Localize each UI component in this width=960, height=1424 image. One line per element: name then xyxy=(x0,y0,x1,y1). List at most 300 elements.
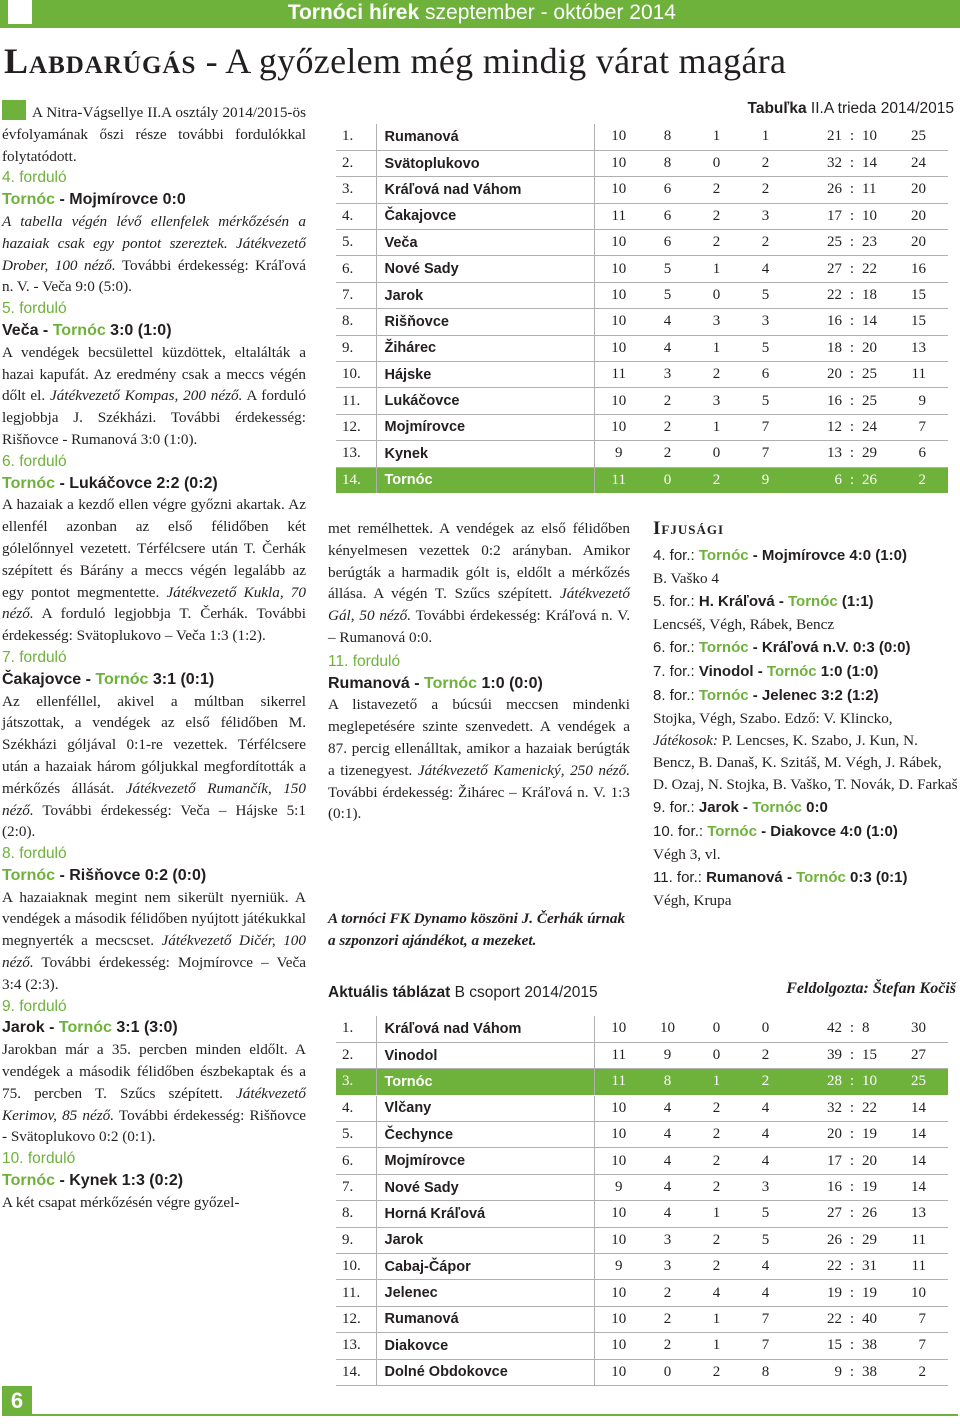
report-text: A forduló legjobbja T. Čerhák. További érdekesség: Svätoplukovo – Veča 1:3 (1:2). xyxy=(2,605,306,645)
goals-against: 31 xyxy=(860,1254,896,1280)
goals-for: 20 xyxy=(790,362,844,388)
points: 25 xyxy=(896,1069,948,1095)
result-text: - Rišňovce 0:2 (0:0) xyxy=(55,866,207,884)
points: 14 xyxy=(896,1095,948,1121)
report-italic: Játékvezető Kerimov, 85 néző. xyxy=(2,1084,306,1124)
wins: 5 xyxy=(643,282,692,308)
points: 20 xyxy=(896,177,948,203)
goals-separator: : xyxy=(844,1201,860,1227)
report-text: További érdekesség: Rišňovce - Svätoplukovo 0:2 (0:1). xyxy=(2,1106,306,1146)
position: 9. xyxy=(336,1227,376,1253)
draws: 4 xyxy=(692,1280,741,1306)
wins: 9 xyxy=(643,1042,692,1068)
losses: 5 xyxy=(741,1227,790,1253)
round-prefix: 6. for.: xyxy=(653,639,699,656)
points: 27 xyxy=(896,1042,948,1068)
goals-against: 26 xyxy=(860,467,896,493)
team-name: Vlčany xyxy=(376,1095,594,1121)
goals-for: 15 xyxy=(790,1333,844,1359)
losses: 2 xyxy=(741,230,790,256)
goals-against: 10 xyxy=(860,203,896,229)
draws: 1 xyxy=(692,256,741,282)
round-11-report xyxy=(328,694,630,825)
position: 12. xyxy=(336,1306,376,1332)
goals-for: 9 xyxy=(790,1359,844,1385)
report-text: Az ellenféllel, akivel a múltban sikerrel játszottak, a vendégek az első félidőben M. Székházi góljával 0:1-re vezettek. Térfélcsere után a hazaiak három góljukkal megfordították a mérkőzés állását. xyxy=(2,692,306,797)
result-score: 0:0 xyxy=(801,799,828,816)
goals-against: 24 xyxy=(860,414,896,440)
goals-separator: : xyxy=(844,1042,860,1068)
draws: 0 xyxy=(692,282,741,308)
team-name: Rumanová xyxy=(376,124,594,150)
goals-against: 14 xyxy=(860,150,896,176)
round-5-label: 5. forduló xyxy=(2,300,67,318)
goals-against: 11 xyxy=(860,177,896,203)
played: 11 xyxy=(594,1069,643,1095)
table-row xyxy=(336,309,948,335)
losses: 4 xyxy=(741,1280,790,1306)
goals-for: 39 xyxy=(790,1042,844,1068)
wins: 8 xyxy=(643,1069,692,1095)
round-10-result xyxy=(2,1170,306,1192)
points: 16 xyxy=(896,256,948,282)
right-column xyxy=(653,516,958,912)
draws: 1 xyxy=(692,124,741,150)
youth-round-11 xyxy=(653,866,958,890)
round-9-label: 9. forduló xyxy=(2,997,67,1015)
goals-separator: : xyxy=(844,150,860,176)
losses: 2 xyxy=(741,177,790,203)
wins: 4 xyxy=(643,1174,692,1200)
goals-for: 17 xyxy=(790,203,844,229)
losses: 0 xyxy=(741,1016,790,1042)
table-row xyxy=(336,203,948,229)
team-name: Nové Sady xyxy=(376,1174,594,1200)
goals-for: 22 xyxy=(790,1306,844,1332)
draws: 3 xyxy=(692,388,741,414)
wins: 0 xyxy=(643,467,692,493)
losses: 5 xyxy=(741,335,790,361)
team-name: Čakajovce xyxy=(376,203,594,229)
roster-text: P. Lencses, K. Szabo, J. Kun, N. Bencz, B. Današ, K. Szitáš, M. Végh, J. Rábek, D. Ozaj, N. Stojka, B. Vaško, T. Novák, D. Farkaš xyxy=(653,732,958,793)
author-credit: Feldolgozta: Štefan Kočiš xyxy=(786,980,956,997)
position: 4. xyxy=(336,203,376,229)
losses: 4 xyxy=(741,256,790,282)
points: 11 xyxy=(896,362,948,388)
intro-marker xyxy=(2,100,26,120)
played: 9 xyxy=(594,441,643,467)
losses: 7 xyxy=(741,1333,790,1359)
goals-for: 16 xyxy=(790,1174,844,1200)
wins: 3 xyxy=(643,362,692,388)
goals-separator: : xyxy=(844,309,860,335)
draws: 0 xyxy=(692,1016,741,1042)
table1-title-bold: Tabuľka xyxy=(747,100,807,117)
played: 10 xyxy=(594,1333,643,1359)
draws: 2 xyxy=(692,362,741,388)
goals-for: 21 xyxy=(790,124,844,150)
team-tornoc: Tornóc xyxy=(2,474,56,492)
points: 7 xyxy=(896,1333,948,1359)
position: 1. xyxy=(336,1016,376,1042)
table2-title-bold: Aktuális táblázat xyxy=(328,984,451,1001)
result-text: Čakajovce - xyxy=(2,670,96,688)
wins: 6 xyxy=(643,230,692,256)
goals-separator: : xyxy=(844,441,860,467)
position: 11. xyxy=(336,1280,376,1306)
draws: 2 xyxy=(692,1122,741,1148)
header-title-bold: Tornóci hírek xyxy=(287,1,420,24)
wins: 8 xyxy=(643,124,692,150)
goals-separator: : xyxy=(844,1095,860,1121)
report-italic: Játékvezető Gál, 50 néző. xyxy=(328,585,630,625)
goals-for: 20 xyxy=(790,1122,844,1148)
team-tornoc: Tornóc xyxy=(698,687,749,704)
draws: 2 xyxy=(692,1227,741,1253)
report-italic: A tabella végén lévő ellenfelek mérkőzésén a hazaiak csak egy pontot szereztek. Játékvezető Drober, 100 néző. xyxy=(2,212,306,274)
goals-separator: : xyxy=(844,1333,860,1359)
losses: 5 xyxy=(741,282,790,308)
team-name: Horná Kráľová xyxy=(376,1201,594,1227)
team-tornoc: Tornóc xyxy=(2,1172,56,1190)
round-5-result xyxy=(2,320,306,342)
round-10-continued xyxy=(328,518,630,649)
footer-rule xyxy=(32,1414,958,1416)
report-text: További érdekesség: Kráľová n. V. - Veča 9:0 (5:0). xyxy=(2,256,307,296)
result-text: - Kráľová n.V. 0:3 (0:0) xyxy=(748,639,911,656)
report-text: A hazaiak a kezdő ellen végre győzni akartak. Az ellenfél azonban az első félidőben két gólelőnnyel vezetett. Térfélcsere után T. Čerhák szépített és Bárány a meccs végén legalább az egy pontot megmentette. xyxy=(2,496,306,601)
result-text: - Kynek 1:3 (0:2) xyxy=(55,1172,184,1190)
goals-against: 38 xyxy=(860,1359,896,1385)
page-number: 6 xyxy=(2,1386,32,1416)
played: 11 xyxy=(594,362,643,388)
goals-against: 19 xyxy=(860,1122,896,1148)
report-italic: Játékvezető Rumančík, 150 néző. xyxy=(2,779,306,819)
table-row xyxy=(336,441,948,467)
team-tornoc: Tornóc xyxy=(95,670,149,688)
table-row xyxy=(336,1280,948,1306)
points: 13 xyxy=(896,1201,948,1227)
goals-for: 12 xyxy=(790,414,844,440)
page-headline xyxy=(4,40,959,82)
team-name: Rumanová xyxy=(376,1306,594,1332)
goals-separator: : xyxy=(844,1306,860,1332)
losses: 8 xyxy=(741,1359,790,1385)
youth-round-5 xyxy=(653,590,958,614)
played: 10 xyxy=(594,1280,643,1306)
team-tornoc: Tornóc xyxy=(788,593,838,610)
goals-separator: : xyxy=(844,388,860,414)
played: 10 xyxy=(594,388,643,414)
goals-for: 19 xyxy=(790,1280,844,1306)
position: 3. xyxy=(336,1069,376,1095)
goals-for: 6 xyxy=(790,467,844,493)
position: 3. xyxy=(336,177,376,203)
points: 15 xyxy=(896,282,948,308)
team-name: Jarok xyxy=(376,1227,594,1253)
goals-separator: : xyxy=(844,414,860,440)
goals-against: 20 xyxy=(860,1148,896,1174)
draws: 1 xyxy=(692,414,741,440)
goals-for: 27 xyxy=(790,256,844,282)
losses: 3 xyxy=(741,309,790,335)
goals-for: 22 xyxy=(790,1254,844,1280)
goals-for: 32 xyxy=(790,1095,844,1121)
team-tornoc: Tornóc xyxy=(707,823,757,840)
team-name: Diakovce xyxy=(376,1333,594,1359)
points: 2 xyxy=(896,1359,948,1385)
goals-separator: : xyxy=(844,1174,860,1200)
table-row xyxy=(336,1254,948,1280)
round-10-report: A két csapat mérkőzésén végre győzel- xyxy=(2,1193,240,1211)
goals-against: 23 xyxy=(860,230,896,256)
table-row xyxy=(336,256,948,282)
played: 10 xyxy=(594,230,643,256)
standings-table-1 xyxy=(336,124,948,494)
team-name: Dolné Obdokovce xyxy=(376,1359,594,1385)
points: 11 xyxy=(896,1254,948,1280)
played: 9 xyxy=(594,1174,643,1200)
position: 11. xyxy=(336,388,376,414)
round-prefix: 5. for.: xyxy=(653,593,699,610)
team-name: Vinodol xyxy=(376,1042,594,1068)
round-9-result xyxy=(2,1017,306,1039)
round-prefix: 8. for.: xyxy=(653,687,699,704)
result-text: - Lukáčovce 2:2 (0:2) xyxy=(55,474,218,492)
wins: 2 xyxy=(643,441,692,467)
points: 2 xyxy=(896,467,948,493)
draws: 2 xyxy=(692,203,741,229)
youth-round-4-scorers: B. Vaško 4 xyxy=(653,570,719,587)
goals-for: 16 xyxy=(790,309,844,335)
draws: 1 xyxy=(692,335,741,361)
round-4-report xyxy=(2,211,306,298)
goals-separator: : xyxy=(844,1280,860,1306)
points: 6 xyxy=(896,441,948,467)
goals-against: 19 xyxy=(860,1280,896,1306)
result-score: 3:0 (1:0) xyxy=(105,321,172,339)
position: 2. xyxy=(336,150,376,176)
position: 13. xyxy=(336,441,376,467)
played: 10 xyxy=(594,335,643,361)
goals-against: 25 xyxy=(860,388,896,414)
team-tornoc: Tornóc xyxy=(796,869,846,886)
team-name: Kráľová nad Váhom xyxy=(376,1016,594,1042)
draws: 2 xyxy=(692,1359,741,1385)
points: 7 xyxy=(896,1306,948,1332)
goals-against: 38 xyxy=(860,1333,896,1359)
table1-title xyxy=(748,100,954,118)
goals-against: 40 xyxy=(860,1306,896,1332)
youth-round-8 xyxy=(653,684,958,708)
table-row xyxy=(336,1042,948,1068)
result-score: 3:1 (3:0) xyxy=(111,1019,178,1037)
round-11-result xyxy=(328,673,630,695)
losses: 5 xyxy=(741,1201,790,1227)
played: 10 xyxy=(594,1359,643,1385)
round-8-label: 8. forduló xyxy=(2,845,67,863)
round-7-label: 7. forduló xyxy=(2,648,67,666)
position: 12. xyxy=(336,414,376,440)
wins: 0 xyxy=(643,1359,692,1385)
team-name: Jarok xyxy=(376,282,594,308)
team-tornoc: Tornóc xyxy=(424,674,478,692)
round-prefix: 9. for.: xyxy=(653,799,699,816)
team-name: Kynek xyxy=(376,441,594,467)
result-score: 3:1 (0:1) xyxy=(148,670,215,688)
position: 7. xyxy=(336,282,376,308)
played: 10 xyxy=(594,282,643,308)
position: 5. xyxy=(336,1122,376,1148)
table-row xyxy=(336,1306,948,1332)
table-row xyxy=(336,282,948,308)
goals-against: 20 xyxy=(860,335,896,361)
played: 10 xyxy=(594,1227,643,1253)
goals-for: 26 xyxy=(790,177,844,203)
wins: 2 xyxy=(643,388,692,414)
goals-against: 22 xyxy=(860,256,896,282)
round-4-label: 4. forduló xyxy=(2,169,67,187)
losses: 1 xyxy=(741,124,790,150)
losses: 2 xyxy=(741,150,790,176)
round-9-report xyxy=(2,1039,306,1148)
roster-italic: Játékosok: xyxy=(653,732,718,749)
team-name: Mojmírovce xyxy=(376,1148,594,1174)
goals-against: 8 xyxy=(860,1016,896,1042)
position: 2. xyxy=(336,1042,376,1068)
result-text: Jarok - xyxy=(698,799,753,816)
points: 20 xyxy=(896,230,948,256)
report-text: További érdekesség: Veča – Hájske 5:1 (2:0). xyxy=(2,801,306,841)
report-text: Jarokban már a 35. percben minden eldőlt. A vendégek a második félidőben észbekaptak és a 75. percben T. Szűcs szépített. xyxy=(2,1041,306,1102)
played: 10 xyxy=(594,1095,643,1121)
report-text: met remélhettek. A vendégek az első félidőben kényelmesen vezettek 0:2 arányban. Amikor berúgták a harmadik gólt is, eldőlt a mérkőzés állása. A végén T. Szűcs szépített. xyxy=(328,520,630,603)
report-text: További érdekesség: Mojmírovce – Veča 3:4 (2:3). xyxy=(2,954,306,993)
goals-for: 13 xyxy=(790,441,844,467)
team-tornoc: Tornóc xyxy=(58,1019,112,1037)
round-11-label: 11. forduló xyxy=(328,652,401,670)
table1-title-rest: II.A trieda 2014/2015 xyxy=(806,100,954,117)
position: 14. xyxy=(336,467,376,493)
youth-round-10 xyxy=(653,820,958,844)
header-title-rest: szeptember - október 2014 xyxy=(425,1,676,24)
table-row xyxy=(336,1069,948,1095)
goals-for: 18 xyxy=(790,335,844,361)
round-8-result xyxy=(2,865,306,887)
table-row xyxy=(336,1333,948,1359)
team-tornoc: Tornóc xyxy=(698,639,749,656)
goals-against: 15 xyxy=(860,1042,896,1068)
team-tornoc: Tornóc xyxy=(2,866,56,884)
result-text: Jarok - xyxy=(2,1019,59,1037)
wins: 4 xyxy=(643,1148,692,1174)
table2-title-rest: B csoport 2014/2015 xyxy=(450,984,598,1001)
goals-for: 22 xyxy=(790,282,844,308)
losses: 3 xyxy=(741,203,790,229)
points: 15 xyxy=(896,309,948,335)
report-italic: Játékvezető Dičér, 100 néző. xyxy=(2,932,306,972)
goals-for: 17 xyxy=(790,1148,844,1174)
report-text: További érdekesség: Kráľová n. V. – Rumanová 0:0. xyxy=(328,607,630,646)
played: 10 xyxy=(594,177,643,203)
team-name: Jelenec xyxy=(376,1280,594,1306)
draws: 0 xyxy=(692,441,741,467)
round-7-report xyxy=(2,691,306,844)
goals-against: 22 xyxy=(860,1095,896,1121)
played: 10 xyxy=(594,256,643,282)
losses: 7 xyxy=(741,1306,790,1332)
wins: 5 xyxy=(643,256,692,282)
result-text: Rumanová - xyxy=(706,869,797,886)
report-italic: Játékvezető Kamenický, 250 néző. xyxy=(417,761,630,779)
table2-title xyxy=(328,984,598,1002)
result-score: 1:0 (0:0) xyxy=(477,674,543,692)
position: 4. xyxy=(336,1095,376,1121)
points: 25 xyxy=(896,124,948,150)
played: 10 xyxy=(594,1148,643,1174)
position: 8. xyxy=(336,1201,376,1227)
team-name: Svätoplukovo xyxy=(376,150,594,176)
round-8-report xyxy=(2,887,306,996)
position: 13. xyxy=(336,1333,376,1359)
team-name: Veča xyxy=(376,230,594,256)
table-row xyxy=(336,177,948,203)
result-score: 1:0 (1:0) xyxy=(816,663,879,680)
result-text: - Mojmírovce 4:0 (1:0) xyxy=(748,547,907,564)
losses: 4 xyxy=(741,1148,790,1174)
report-text: A vendégek becsülettel küzdöttek, eltalálták a hazai kapufát. Az eredmény csak a meccs végén dőlt el. xyxy=(2,343,306,405)
played: 11 xyxy=(594,1042,643,1068)
position: 10. xyxy=(336,1254,376,1280)
draws: 2 xyxy=(692,467,741,493)
report-italic: Játékvezető Kukla, 70 néző. xyxy=(2,583,306,623)
goals-against: 10 xyxy=(860,1069,896,1095)
played: 11 xyxy=(594,203,643,229)
wins: 6 xyxy=(643,203,692,229)
round-prefix: 4. for.: xyxy=(653,547,699,564)
goals-separator: : xyxy=(844,124,860,150)
result-text: Veča - xyxy=(2,321,53,339)
losses: 7 xyxy=(741,441,790,467)
points: 11 xyxy=(896,1227,948,1253)
report-text: További érdekesség: Žihárec – Kráľová n. V. 1:3 (0:1). xyxy=(328,783,630,823)
result-text: H. Kráľová - xyxy=(698,593,788,610)
round-4-result xyxy=(2,189,306,211)
goals-against: 10 xyxy=(860,124,896,150)
goals-separator: : xyxy=(844,1148,860,1174)
intro-paragraph xyxy=(2,100,306,167)
wins: 4 xyxy=(643,1122,692,1148)
wins: 4 xyxy=(643,1095,692,1121)
headline-caps: Labdarúgás xyxy=(4,41,197,81)
team-tornoc: Tornóc xyxy=(2,191,56,209)
result-score: 0:3 (0:1) xyxy=(845,869,908,886)
result-text: Vinodol - xyxy=(698,663,767,680)
position: 8. xyxy=(336,309,376,335)
losses: 6 xyxy=(741,362,790,388)
losses: 7 xyxy=(741,414,790,440)
round-prefix: 11. for.: xyxy=(653,869,707,886)
draws: 1 xyxy=(692,1069,741,1095)
wins: 4 xyxy=(643,1201,692,1227)
goals-for: 42 xyxy=(790,1016,844,1042)
table-row xyxy=(336,230,948,256)
played: 10 xyxy=(594,1122,643,1148)
result-text: - Diakovce 4:0 (1:0) xyxy=(756,823,898,840)
goals-for: 26 xyxy=(790,1227,844,1253)
youth-round-9 xyxy=(653,796,958,820)
played: 10 xyxy=(594,414,643,440)
